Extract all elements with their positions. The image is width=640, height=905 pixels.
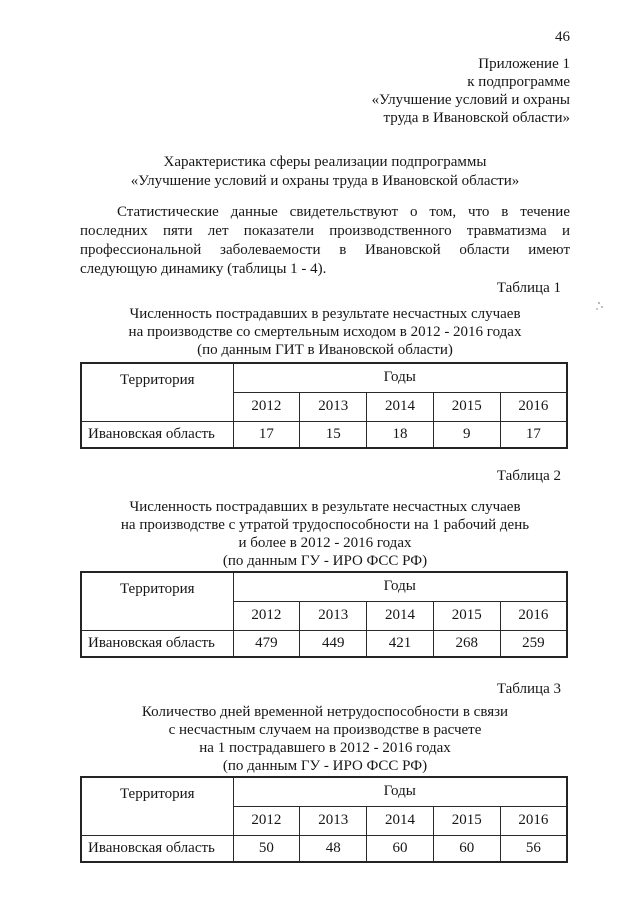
territory-header-cell: Территория	[81, 572, 233, 630]
paragraph-line: Статистические данные свидетельствуют о том, что в течение	[117, 204, 570, 220]
region-name-cell: Ивановская область	[81, 421, 233, 448]
caption-line: (по данным ГУ - ИРО ФСС РФ)	[222, 758, 428, 774]
table-disability-days	[80, 776, 568, 863]
document-title	[80, 153, 570, 191]
year-cell: 2016	[500, 806, 567, 835]
appendix-line: труда в Ивановской области»	[383, 110, 570, 126]
paragraph-line: следующую динамику (таблицы 1 - 4).	[80, 261, 327, 277]
value-cell: 9	[433, 421, 500, 448]
table-row	[81, 835, 567, 862]
year-cell: 2014	[367, 601, 434, 630]
year-cell: 2012	[233, 601, 300, 630]
title-line: «Улучшение условий и охраны труда в Ивановской области»	[130, 173, 520, 189]
value-cell: 479	[233, 630, 300, 657]
table-row	[81, 421, 567, 448]
territory-header-cell: Территория	[81, 363, 233, 421]
appendix-line: «Улучшение условий и охраны	[371, 92, 570, 108]
value-cell: 48	[300, 835, 367, 862]
value-cell: 259	[500, 630, 567, 657]
region-name-cell: Ивановская область	[81, 835, 233, 862]
year-cell: 2015	[433, 806, 500, 835]
years-header-cell: Годы	[233, 572, 567, 601]
caption-line: Количество дней временной нетрудоспособности в связи	[141, 704, 509, 720]
appendix-line: к подпрограмме	[467, 74, 570, 90]
value-cell: 17	[233, 421, 300, 448]
caption-line: и более в 2012 - 2016 годах	[238, 535, 412, 551]
intro-paragraph	[80, 203, 570, 279]
table3-caption	[80, 703, 570, 775]
paragraph-line: профессиональной заболеваемости в Ивановской области имеют	[80, 242, 570, 258]
year-cell: 2013	[300, 392, 367, 421]
scan-artifact	[598, 302, 600, 304]
year-cell: 2013	[300, 601, 367, 630]
caption-line: (по данным ГУ - ИРО ФСС РФ)	[222, 553, 428, 569]
value-cell: 60	[433, 835, 500, 862]
caption-line: Численность пострадавших в результате несчастных случаев	[129, 499, 521, 515]
year-cell: 2013	[300, 806, 367, 835]
year-cell: 2012	[233, 392, 300, 421]
caption-line: Численность пострадавших в результате несчастных случаев	[129, 306, 521, 322]
appendix-block	[80, 55, 570, 127]
caption-line: на 1 пострадавшего в 2012 - 2016 годах	[199, 740, 451, 756]
table1-label: Таблица 1	[496, 280, 561, 296]
table-fatal-accidents	[80, 362, 568, 449]
value-cell: 268	[433, 630, 500, 657]
caption-line: на производстве со смертельным исходом в 2012 - 2016 годах	[128, 324, 522, 340]
page-number: 46	[555, 29, 570, 45]
value-cell: 60	[367, 835, 434, 862]
region-name-cell: Ивановская область	[81, 630, 233, 657]
table1-caption	[80, 305, 570, 359]
value-cell: 17	[500, 421, 567, 448]
caption-line: на производстве с утратой трудоспособности на 1 рабочий день	[120, 517, 530, 533]
value-cell: 449	[300, 630, 367, 657]
value-cell: 421	[367, 630, 434, 657]
year-cell: 2016	[500, 392, 567, 421]
year-cell: 2012	[233, 806, 300, 835]
value-cell: 15	[300, 421, 367, 448]
paragraph-line: последних пяти лет показатели производственного травматизма и	[80, 223, 570, 239]
table-row	[81, 630, 567, 657]
appendix-line: Приложение 1	[478, 56, 570, 72]
year-cell: 2015	[433, 392, 500, 421]
title-line: Характеристика сферы реализации подпрограммы	[163, 154, 487, 170]
table2-caption	[80, 498, 570, 570]
year-cell: 2016	[500, 601, 567, 630]
value-cell: 50	[233, 835, 300, 862]
year-cell: 2015	[433, 601, 500, 630]
year-cell: 2014	[367, 392, 434, 421]
value-cell: 18	[367, 421, 434, 448]
territory-header-cell: Территория	[81, 777, 233, 835]
table2-label: Таблица 2	[496, 468, 561, 484]
caption-line: (по данным ГИТ в Ивановской области)	[197, 342, 453, 358]
years-header-cell: Годы	[233, 777, 567, 806]
table3-label: Таблица 3	[496, 681, 561, 697]
caption-line: с несчастным случаем на производстве в расчете	[168, 722, 482, 738]
years-header-cell: Годы	[233, 363, 567, 392]
year-cell: 2014	[367, 806, 434, 835]
value-cell: 56	[500, 835, 567, 862]
table-disability-accidents	[80, 571, 568, 658]
